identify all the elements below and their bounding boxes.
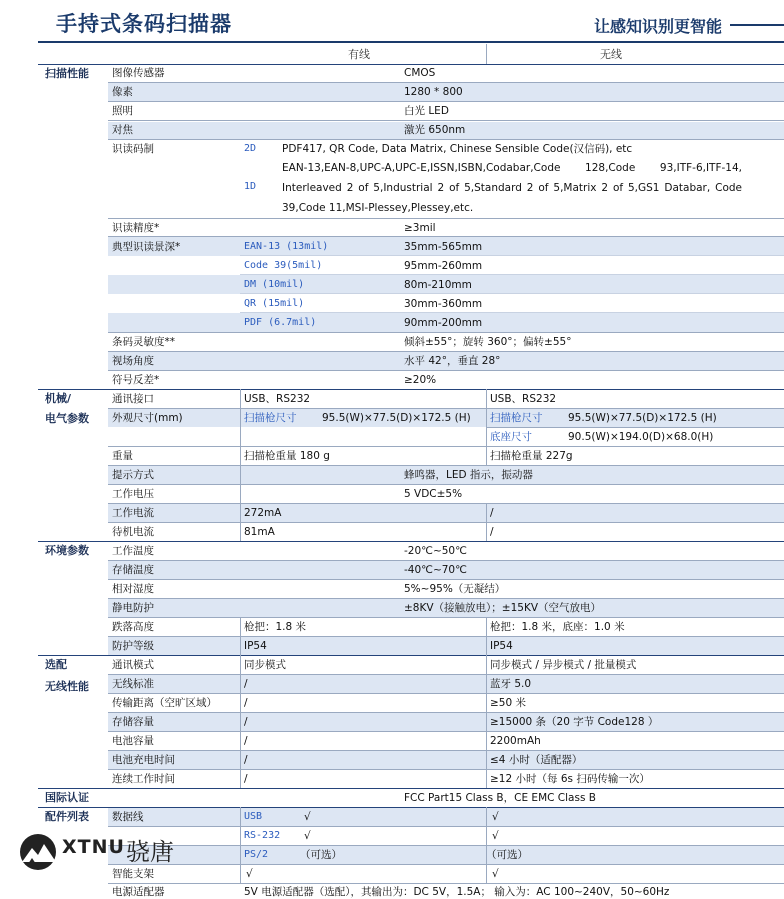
value-work-wired: / <box>244 773 248 785</box>
row-line <box>108 465 784 466</box>
depth-range: 90mm-200mm <box>404 317 483 329</box>
label-charge: 电池充电时间 <box>112 754 175 766</box>
row-line <box>108 101 784 102</box>
value-focus: 激光 650nm <box>404 124 466 136</box>
row-line <box>108 408 784 409</box>
row-bg <box>108 808 784 826</box>
row-bg <box>108 751 784 769</box>
label-storage: 存储容量 <box>112 716 154 728</box>
label-sensitivity: 条码灵敏度** <box>112 336 175 348</box>
label-angle: 视场角度 <box>112 355 154 367</box>
row-bg <box>108 675 784 693</box>
mountain-logo-icon <box>18 832 62 872</box>
label-focus: 对焦 <box>112 124 133 136</box>
col-line <box>486 389 487 465</box>
value-interface-wired: USB、RS232 <box>244 393 311 405</box>
depth-code: Code 39(5mil) <box>244 260 323 271</box>
value-standard-wired: / <box>244 678 248 690</box>
label-distance: 传输距离（空旷区域） <box>112 697 217 709</box>
label-mode: 通讯模式 <box>112 659 154 671</box>
slogan-rule <box>730 24 784 26</box>
value-current-wired: 272mA <box>244 507 282 519</box>
key-1d: 1D <box>244 181 257 192</box>
section-mechanical: 机械/ <box>45 392 72 405</box>
section-optional: 选配 <box>45 658 67 671</box>
value-angle: 水平 42°，垂直 28° <box>404 355 501 367</box>
value-work-wireless: ≥12 小时（每 6s 扫码传输一次） <box>490 773 650 785</box>
label-light: 照明 <box>112 105 133 117</box>
value-contrast: ≥20% <box>404 374 437 386</box>
row-line <box>108 712 784 713</box>
depth-code: PDF (6.7mil) <box>244 317 317 328</box>
value-prompt: 蜂鸣器，LED 指示，振动器 <box>404 469 533 481</box>
slogan: 让感知识别更智能 <box>594 17 723 36</box>
row-line <box>108 120 784 121</box>
value-1d: EAN-13,EAN-8,UPC-A,UPC-E,ISSN,ISBN,Codabar,Code 128,Code 93,ITF-6,ITF-14, Interleaved 2 of 5,Industrial 2 of 5,Standard 2 of 5,Matrix 2 of 5,GS1 Databar, Code 39,Code 11,MSI-Plessey,Plessey,etc. <box>282 162 742 214</box>
row-line <box>108 731 784 732</box>
label-cable: 数据线 <box>112 811 144 823</box>
label-current: 工作电流 <box>112 507 154 519</box>
value-distance-wireless: ≥50 米 <box>490 697 526 709</box>
cable-usb: USB <box>244 811 263 822</box>
label-standby: 待机电流 <box>112 526 154 538</box>
section-divider <box>38 64 784 65</box>
value-interface-wireless: USB、RS232 <box>490 393 557 405</box>
depth-range: 30mm-360mm <box>404 298 483 310</box>
col-line <box>240 389 241 541</box>
value-precision: ≥3mil <box>404 222 436 234</box>
header-rule <box>38 41 784 43</box>
row-line <box>108 332 784 333</box>
col-line <box>240 807 241 883</box>
row-line <box>108 484 784 485</box>
label-op-temp: 工作温度 <box>112 545 154 557</box>
depth-range: 95mm-260mm <box>404 260 483 272</box>
row-line <box>108 693 784 694</box>
value-current-wireless: / <box>490 507 494 519</box>
value-humidity: 5%~95%（无凝结） <box>404 583 506 595</box>
section-divider <box>38 541 784 542</box>
depth-range: 35mm-565mm <box>404 241 483 253</box>
cable-rs232-wireless: √ <box>492 830 499 842</box>
value-drop-wireless: 枪把：1.8 米，底座：1.0 米 <box>490 621 625 633</box>
column-wired-header: 有线 <box>348 48 370 61</box>
row-line <box>108 769 784 770</box>
section-divider <box>38 788 784 789</box>
col-line <box>486 617 487 788</box>
value-pixels: 1280 * 800 <box>404 86 463 98</box>
value-sensor: CMOS <box>404 67 436 79</box>
label-humidity: 相对湿度 <box>112 583 154 595</box>
label-depth: 典型识读景深* <box>112 241 181 253</box>
label-voltage: 工作电压 <box>112 488 154 500</box>
row-line <box>108 750 784 751</box>
section-wireless: 无线性能 <box>45 680 89 693</box>
label-drop: 跌落高度 <box>112 621 154 633</box>
label-sensor: 图像传感器 <box>112 67 165 79</box>
value-storage-wireless: ≥15000 条（20 字节 Code128 ） <box>490 716 659 728</box>
value-battery-wireless: 2200mAh <box>490 735 541 747</box>
value-op-temp: -20℃~50℃ <box>404 545 467 557</box>
section-divider <box>38 389 784 390</box>
row-line <box>108 370 784 371</box>
value-sensitivity: 倾斜±55°；旋转 360°；偏转±55° <box>404 336 572 348</box>
row-line <box>108 826 784 827</box>
value-ip-wireless: IP54 <box>490 640 513 652</box>
section-environment: 环境参数 <box>45 544 89 557</box>
label-standard: 无线标准 <box>112 678 154 690</box>
column-wireless-header: 无线 <box>600 48 622 61</box>
label-contrast: 符号反差* <box>112 374 160 386</box>
logo-chinese: 骁唐 <box>126 838 174 866</box>
depth-code: QR (15mil) <box>244 298 305 309</box>
row-line <box>108 674 784 675</box>
row-line <box>108 218 784 219</box>
row-line <box>108 82 784 83</box>
cable-rs232-wired: √ <box>304 830 311 842</box>
value-light: 白光 LED <box>404 105 449 117</box>
gun-size-label: 扫描枪尺寸 <box>244 412 297 424</box>
label-work: 连续工作时间 <box>112 773 175 785</box>
value-standard-wireless: 蓝牙 5.0 <box>490 678 532 690</box>
row-line <box>108 503 784 504</box>
section-accessories: 配件列表 <box>45 810 89 823</box>
value-battery-wired: / <box>244 735 248 747</box>
value-ip-wired: IP54 <box>244 640 267 652</box>
gun-size-wireless: 95.5(W)×77.5(D)×172.5 (H) <box>568 412 717 424</box>
label-ip: 防护等级 <box>112 640 154 652</box>
depth-range: 80m-210mm <box>404 279 472 291</box>
value-weight-wired: 扫描枪重量 180 g <box>244 450 330 462</box>
key-2d: 2D <box>244 143 257 154</box>
row-line <box>108 636 784 637</box>
value-adapter: 5V 电源适配器（选配），其输出为：DC 5V，1.5A； 输入为：AC 100~240V，50~60Hz <box>244 886 670 898</box>
label-interface: 通讯接口 <box>112 393 154 405</box>
row-line <box>240 274 784 275</box>
value-voltage: 5 VDC±5% <box>404 488 463 500</box>
row-bg <box>108 637 784 655</box>
label-battery: 电池容量 <box>112 735 154 747</box>
label-weight: 重量 <box>112 450 133 462</box>
section-divider <box>38 655 784 656</box>
col-line <box>240 617 241 788</box>
row-line <box>108 579 784 580</box>
row-line <box>486 427 784 428</box>
label-adapter: 电源适配器 <box>112 886 165 898</box>
brand-logo <box>18 832 198 872</box>
value-standby-wired: 81mA <box>244 526 275 538</box>
depth-code: DM (10mil) <box>244 279 305 290</box>
row-line <box>108 845 784 846</box>
value-mode-wired: 同步模式 <box>244 659 286 671</box>
logo-text: XTNU <box>62 836 125 858</box>
value-charge-wireless: ≤4 小时（适配器） <box>490 754 583 766</box>
section-certification: 国际认证 <box>45 791 89 804</box>
value-drop-wired: 枪把：1.8 米 <box>244 621 307 633</box>
label-pixels: 像素 <box>112 86 133 98</box>
value-2d: PDF417, QR Code, Data Matrix, Chinese Sensible Code(汉信码), etc <box>282 143 633 155</box>
label-size: 外观尺寸(mm) <box>112 412 183 424</box>
gun-size-wired: 95.5(W)×77.5(D)×172.5 (H) <box>322 412 471 424</box>
cable-usb-wireless: √ <box>492 811 499 823</box>
cable-ps2-wireless: （可选） <box>486 849 528 861</box>
label-symbologies: 识读码制 <box>112 143 154 155</box>
base-size-label: 底座尺寸 <box>490 431 532 443</box>
row-line <box>240 312 784 313</box>
base-size-wireless: 90.5(W)×194.0(D)×68.0(H) <box>568 431 714 443</box>
row-bg <box>108 846 784 864</box>
row-line <box>108 236 784 237</box>
label-precision: 识读精度* <box>112 222 160 234</box>
row-line <box>108 446 784 447</box>
row-line <box>240 293 784 294</box>
cable-rs232: RS-232 <box>244 830 281 841</box>
row-line <box>108 560 784 561</box>
row-line <box>240 255 784 256</box>
row-line <box>108 351 784 352</box>
row-line <box>108 522 784 523</box>
value-storage-temp: -40℃~70℃ <box>404 564 467 576</box>
row-bg <box>108 713 784 731</box>
col-line <box>486 44 487 64</box>
row-line <box>108 864 784 865</box>
cable-ps2-wired: （可选） <box>300 849 342 861</box>
col-line <box>486 807 487 883</box>
depth-code: EAN-13 (13mil) <box>244 241 329 252</box>
value-esd: ±8KV（接触放电）；±15KV（空气放电） <box>404 602 602 614</box>
stand-wired: √ <box>246 868 253 880</box>
value-standby-wireless: / <box>490 526 494 538</box>
value-certification: FCC Part15 Class B，CE EMC Class B <box>404 792 596 804</box>
row-line <box>108 598 784 599</box>
value-mode-wireless: 同步模式 / 异步模式 / 批量模式 <box>490 659 637 671</box>
label-prompt: 提示方式 <box>112 469 154 481</box>
value-weight-wireless: 扫描枪重量 227g <box>490 450 573 462</box>
cable-usb-wired: √ <box>304 811 311 823</box>
row-line <box>108 139 784 140</box>
stand-wireless: √ <box>492 868 499 880</box>
cable-ps2: PS/2 <box>244 849 269 860</box>
col-line <box>486 503 487 541</box>
value-storage-wired: / <box>244 716 248 728</box>
page-title: 手持式条码扫描器 <box>56 12 232 36</box>
gun-size-label-wireless: 扫描枪尺寸 <box>490 412 543 424</box>
section-scan-performance: 扫描性能 <box>45 67 89 80</box>
section-electrical: 电气参数 <box>45 412 89 425</box>
section-divider <box>38 807 784 808</box>
row-line <box>108 883 784 884</box>
label-stand: 智能支架 <box>112 868 154 880</box>
label-esd: 静电防护 <box>112 602 154 614</box>
label-storage-temp: 存储温度 <box>112 564 154 576</box>
value-distance-wired: / <box>244 697 248 709</box>
value-charge-wired: / <box>244 754 248 766</box>
row-line <box>108 617 784 618</box>
row-bg <box>108 504 784 522</box>
